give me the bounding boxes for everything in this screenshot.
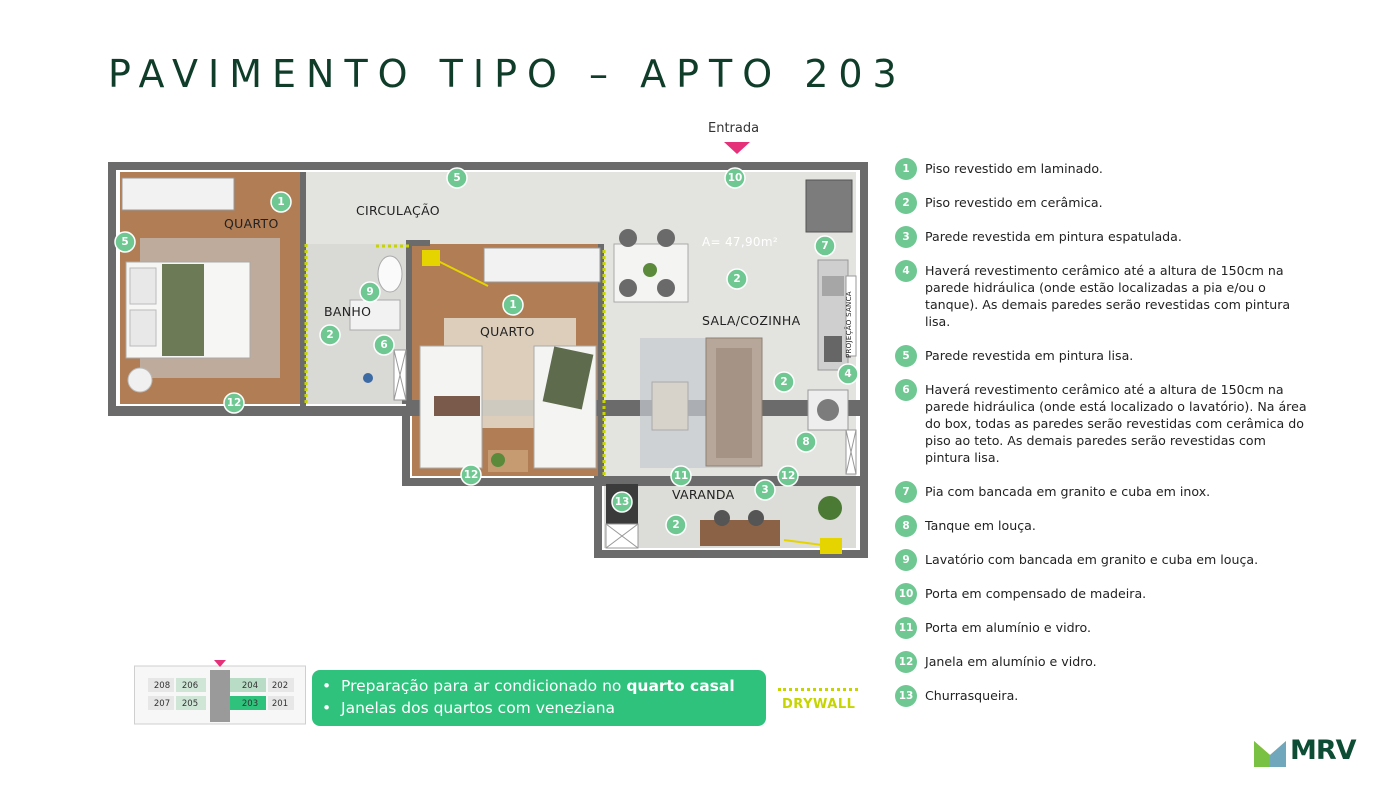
- legend-item: [895, 262, 1315, 330]
- legend-number: 12: [895, 651, 917, 673]
- svg-text:6: 6: [380, 339, 388, 351]
- svg-text:7: 7: [821, 240, 829, 252]
- unit-key-map: [134, 660, 306, 726]
- unit-label: 204: [241, 681, 259, 691]
- legend-number: 4: [895, 260, 917, 282]
- marker: [447, 168, 467, 188]
- legend-number: 2: [895, 192, 917, 214]
- legend-text: Haverá revestimento cerâmico até a altura de 150cm na parede hidráulica (onde está localizado o lavatório). Na área do box, todas as paredes serão revestidas com cerâmica do piso ao teto. As demais paredes serão revestidas com pintura lisa.: [925, 382, 1307, 465]
- unit-label: 202: [271, 681, 289, 691]
- marker: [727, 269, 747, 289]
- legend-number: 8: [895, 515, 917, 537]
- marker: [774, 372, 794, 392]
- legend-item: [895, 194, 1315, 211]
- legend-item: [895, 585, 1315, 602]
- legend-number: 11: [895, 617, 917, 639]
- svg-text:9: 9: [366, 286, 374, 298]
- notes-box: [312, 670, 766, 726]
- marker: [612, 492, 632, 512]
- unit-label: 201: [271, 699, 289, 709]
- svg-text:5: 5: [121, 236, 129, 248]
- svg-text:10: 10: [727, 172, 743, 184]
- page-title: PAVIMENTO TIPO – APTO 203: [108, 52, 907, 96]
- svg-text:11: 11: [673, 470, 689, 482]
- ac-unit-varanda-icon: [820, 538, 842, 554]
- svg-text:2: 2: [672, 519, 680, 531]
- legend-text: Tanque em louça.: [925, 518, 1036, 533]
- legend-number: 7: [895, 481, 917, 503]
- wardrobe-1: [122, 178, 234, 210]
- legend-text: Churrasqueira.: [925, 688, 1019, 703]
- note-ac: • Preparação para ar condicionado no quarto casal: [322, 677, 735, 695]
- svg-text:1: 1: [509, 299, 517, 311]
- legend-item: [895, 619, 1315, 636]
- drywall-label: DRYWALL: [782, 697, 856, 712]
- legend-item: [895, 160, 1315, 177]
- legend-text: Piso revestido em laminado.: [925, 161, 1103, 176]
- legend-item: [895, 517, 1315, 534]
- marker: [838, 364, 858, 384]
- legend-text: Haverá revestimento cerâmico até a altura de 150cm na parede hidráulica (onde estão localizadas a pia e/ou o tanque). As demais paredes serão revestidas com pintura lisa.: [925, 263, 1291, 329]
- legend-number: 13: [895, 685, 917, 707]
- svg-text:8: 8: [802, 436, 810, 448]
- toilet: [378, 256, 402, 292]
- entrance-label: Entrada: [708, 121, 760, 136]
- marker: [666, 515, 686, 535]
- legend-number: 3: [895, 226, 917, 248]
- svg-text:4: 4: [844, 368, 852, 380]
- legend-item: [895, 653, 1315, 670]
- svg-text:5: 5: [453, 172, 461, 184]
- legend-text: Porta em compensado de madeira.: [925, 586, 1147, 601]
- unit-label: 206: [181, 681, 199, 691]
- legend-text: Parede revestida em pintura lisa.: [925, 348, 1134, 363]
- marker: [725, 168, 745, 188]
- legend-item: [895, 347, 1315, 364]
- legend-text: Lavatório com bancada em granito e cuba em louça.: [925, 552, 1259, 567]
- drywall-legend-line: [778, 688, 858, 691]
- marker: [374, 335, 394, 355]
- marker: [778, 466, 798, 486]
- unit-label-current: 203: [241, 699, 259, 709]
- marker: [796, 432, 816, 452]
- svg-text:13: 13: [614, 496, 630, 508]
- marker: [461, 465, 481, 485]
- room-label-sala: SALA/COZINHA: [702, 313, 801, 328]
- marker: [115, 232, 135, 252]
- legend-list: [895, 160, 1315, 704]
- ac-unit-bedroom-icon: [422, 250, 440, 266]
- svg-text:1: 1: [277, 196, 285, 208]
- fridge: [806, 180, 852, 232]
- legend-number: 5: [895, 345, 917, 367]
- legend-text: Parede revestida em pintura espatulada.: [925, 229, 1182, 244]
- marker: [755, 480, 775, 500]
- legend-number: 1: [895, 158, 917, 180]
- room-label-projecao: PROJEÇÃO SANCA: [845, 291, 853, 358]
- legend-item: [895, 483, 1315, 500]
- room-label-varanda: VARANDA: [672, 487, 735, 502]
- legend-number: 9: [895, 549, 917, 571]
- legend-number: 10: [895, 583, 917, 605]
- legend-number: 6: [895, 379, 917, 401]
- legend-text: Porta em alumínio e vidro.: [925, 620, 1091, 635]
- svg-text:2: 2: [733, 273, 741, 285]
- balcony-table: [700, 520, 780, 546]
- legend-text: Janela em alumínio e vidro.: [925, 654, 1097, 669]
- room-label-quarto-2: QUARTO: [480, 324, 535, 339]
- legend-text: Piso revestido em cerâmica.: [925, 195, 1103, 210]
- brand-name: MRV: [1290, 735, 1356, 766]
- unit-label: 208: [153, 681, 171, 691]
- room-label-circulacao: CIRCULAÇÃO: [356, 203, 440, 218]
- note-windows: • Janelas dos quartos com veneziana: [322, 699, 616, 717]
- legend-item: [895, 551, 1315, 568]
- marker: [271, 192, 291, 212]
- unit-label: 205: [181, 699, 199, 709]
- legend-item: [895, 687, 1315, 704]
- marker: [360, 282, 380, 302]
- svg-text:12: 12: [463, 469, 479, 481]
- area-label: A= 47,90m²: [702, 235, 778, 249]
- unit-label: 207: [153, 699, 171, 709]
- marker: [503, 295, 523, 315]
- room-label-quarto-1: QUARTO: [224, 216, 279, 231]
- wardrobe-2: [484, 248, 600, 282]
- svg-text:2: 2: [326, 329, 334, 341]
- svg-text:2: 2: [780, 376, 788, 388]
- legend-item: [895, 228, 1315, 245]
- marker: [224, 393, 244, 413]
- svg-text:12: 12: [226, 397, 242, 409]
- svg-text:3: 3: [761, 484, 769, 496]
- legend-item: [895, 381, 1315, 466]
- room-label-banho: BANHO: [324, 304, 372, 319]
- marker: [815, 236, 835, 256]
- marker: [320, 325, 340, 345]
- svg-text:12: 12: [780, 470, 796, 482]
- marker: [671, 466, 691, 486]
- legend-text: Pia com bancada em granito e cuba em inox.: [925, 484, 1211, 499]
